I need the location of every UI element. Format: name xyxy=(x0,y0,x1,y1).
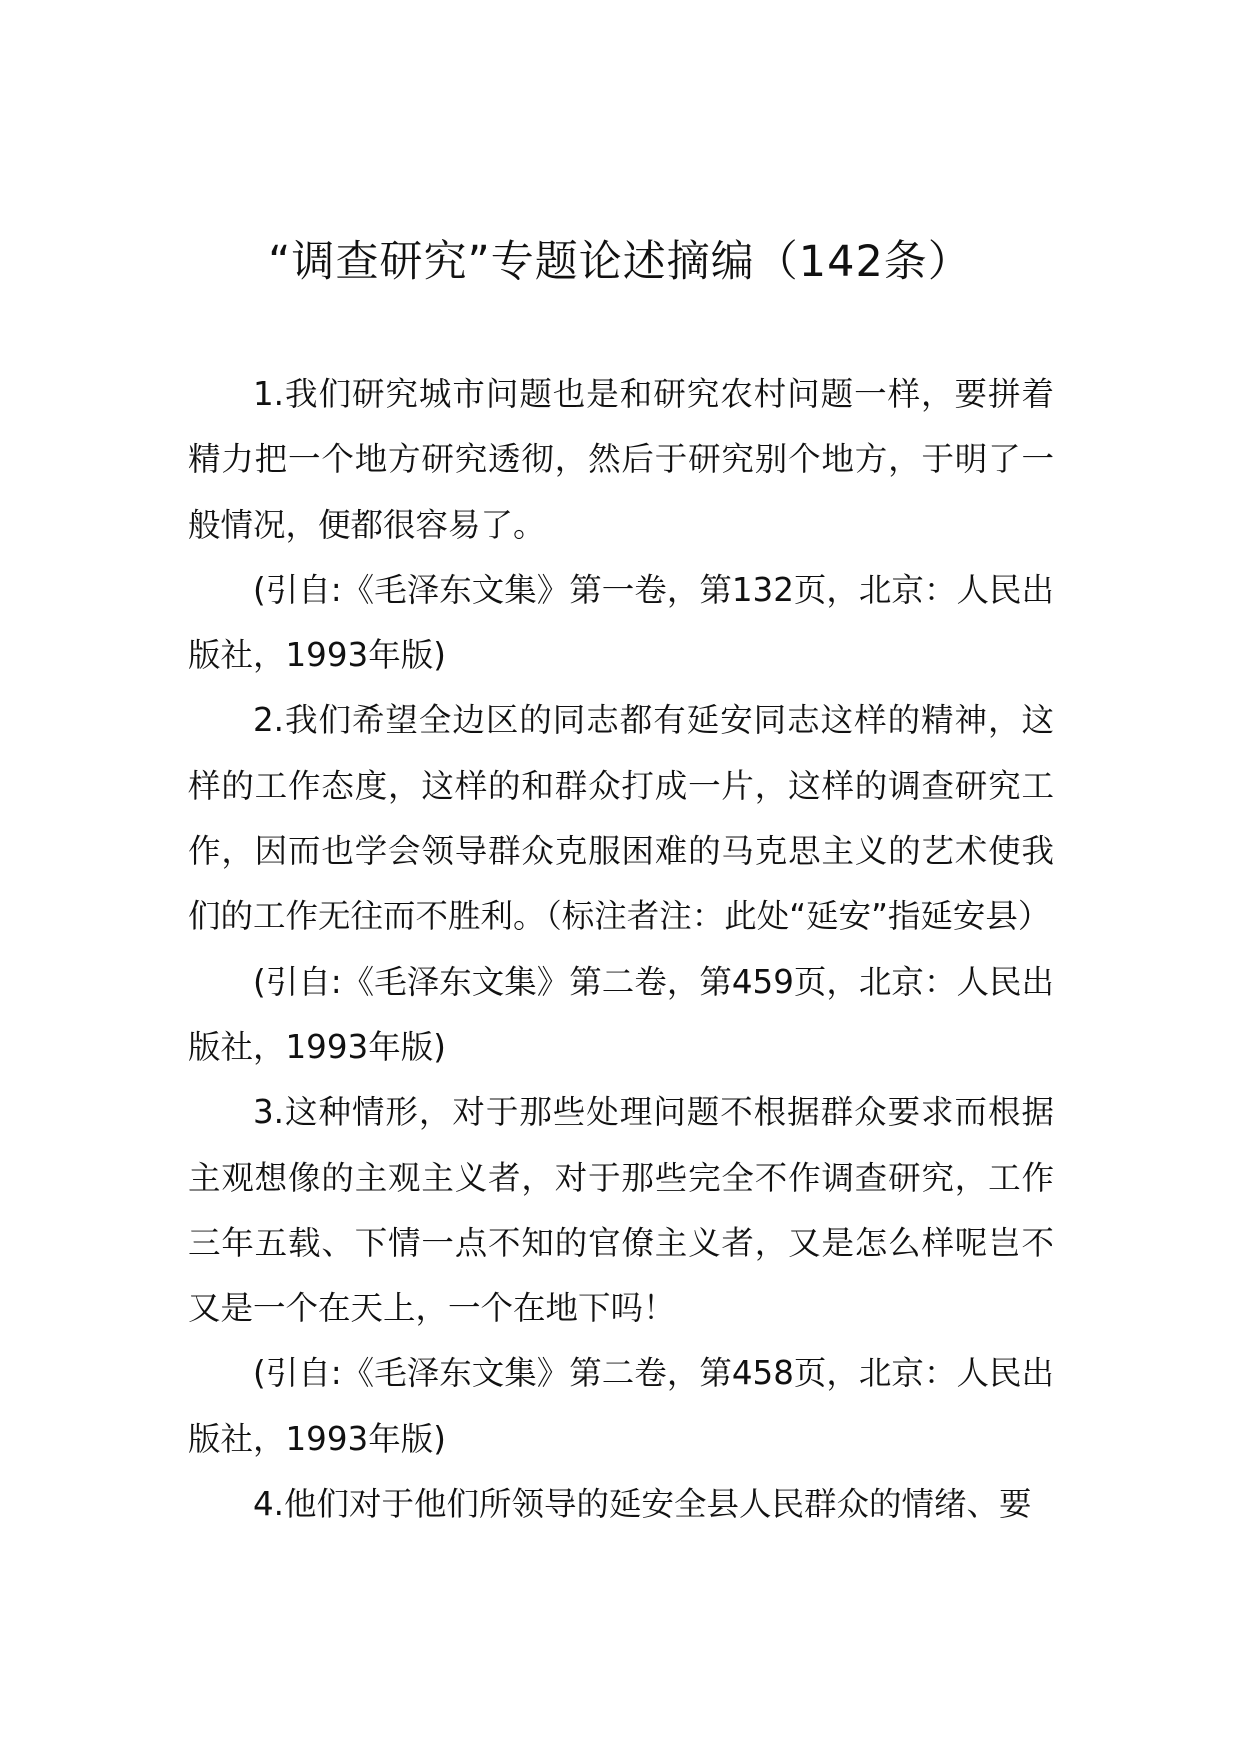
document-body xyxy=(188,362,1054,1537)
citation-item-2: (引自:《毛泽东文集》第二卷，第459页，北京：人民出版社，1993年版) xyxy=(188,962,1054,1066)
paragraph-item-3: 3.这种情形，对于那些处理问题不根据群众要求而根据主观想像的主观主义者，对于那些完全不作调查研究，工作三年五载、下情一点不知的官僚主义者，又是怎么样呢岂不又是一个在天上，一个在地下吗！ xyxy=(188,1093,1054,1328)
citation-item-1: (引自:《毛泽东文集》第一卷，第132页，北京：人民出版社，1993年版) xyxy=(188,570,1054,675)
citation-item-3: (引自:《毛泽东文集》第二卷，第458页，北京：人民出版社，1993年版) xyxy=(188,1354,1054,1458)
paragraph-item-1: 1.我们研究城市问题也是和研究农村问题一样，要拼着精力把一个地方研究透彻，然后于研究别个地方，于明了一般情况，便都很容易了。 xyxy=(188,375,1054,544)
paragraph-item-2: 2.我们希望全边区的同志都有延安同志这样的精神，这样的工作态度，这样的和群众打成一片，这样的调查研究工作，因而也学会领导群众克服困难的马克思主义的艺术使我们的工作无往而不胜利。（标注者注：此处“延安”指延安县） xyxy=(188,701,1054,936)
document-title: “调查研究”专题论述摘编（142条） xyxy=(268,237,972,287)
paragraph-item-4: 4.他们对于他们所领导的延安全县人民群众的情绪、要 xyxy=(253,1485,1032,1524)
